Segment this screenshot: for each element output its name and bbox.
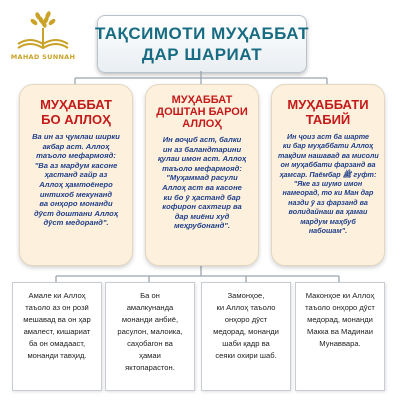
card-natural-love: [271, 84, 385, 266]
logo-text: MAHAD SUNNAH: [10, 53, 76, 61]
bottom-box-text: Маконҳое ки Аллоҳ таъоло онҳоро дӯст медорад, монанди Макка ва Мадинаи Мунаввара.: [305, 291, 375, 348]
card-title: МУҲАББАТ ДОШТАН БАРОИ АЛЛОҲ: [156, 94, 248, 130]
bottom-box-text: Амале ки Аллоҳ таъоло аз он розӣ мешавад ва он ҳар амалест, кишариат ба он омадааст, монанди тавҳид.: [23, 291, 91, 360]
bottom-box-times: [201, 282, 291, 391]
title-line-2: ДАР ШАРИАТ: [141, 45, 263, 64]
card-title: МУҲАББАТ БО АЛЛОҲ: [40, 97, 112, 127]
card-love-for-allah: [145, 84, 259, 266]
bottom-box-deeds: [12, 282, 102, 391]
bottom-box-text: Замонҳое, ки Аллоҳ таъоло онҳоро дӯст медорад, монанди шаби қадр ва сеяки охири шаб.: [213, 291, 279, 360]
bottom-box-places: [295, 282, 385, 391]
bottom-box-text: Ба он амалкунанда монанди анбиё, расулон, малоика, саҳобагон ва ҳамаи яктопарастон.: [117, 291, 183, 372]
title-line-1: ТАҚСИМОТИ МУҲАББАТ: [94, 24, 310, 43]
card-body: Ин воҷиб аст, балки ин аз баландтарини қулаи имон аст. Аллоҳ таъоло мефармояд: "Муҳаммад расули Аллоҳ аст ва касоне ки бо ӯ ҳастанд бар кофирон сахтгир ва дар миёни худ меҳрубонанд".: [157, 135, 247, 231]
card-body: Ва ин аз ҷумлаи ширки акбар аст. Аллоҳ таъоло мефармояд: "Ва аз мардум касоне ҳастанд гайр аз Аллоҳ ҳамтоёнеро интихоб мекунанд ва онҳоро монанди дӯст доштани Аллоҳ дӯст медоранд".: [32, 132, 120, 228]
card-love-with-allah: [19, 84, 133, 266]
card-title: МУҲАББАТИ ТАБИЙ: [287, 97, 369, 127]
bottom-box-people: [105, 282, 195, 391]
card-body: Ин ҷоиз аст ба шарте ки бар муҳаббати Аллоҳ тақдим нашавад ва мисоли он муҳаббати фарзанд ва ҳамсар. Паёмбар ﷺ гуфт: "Яке аз шумо имон намеорад, то ки Ман дар назди ӯ аз фарзанд ва волидайнаш ва ҳамаи мардум маҳбуб набошам".: [278, 132, 379, 236]
